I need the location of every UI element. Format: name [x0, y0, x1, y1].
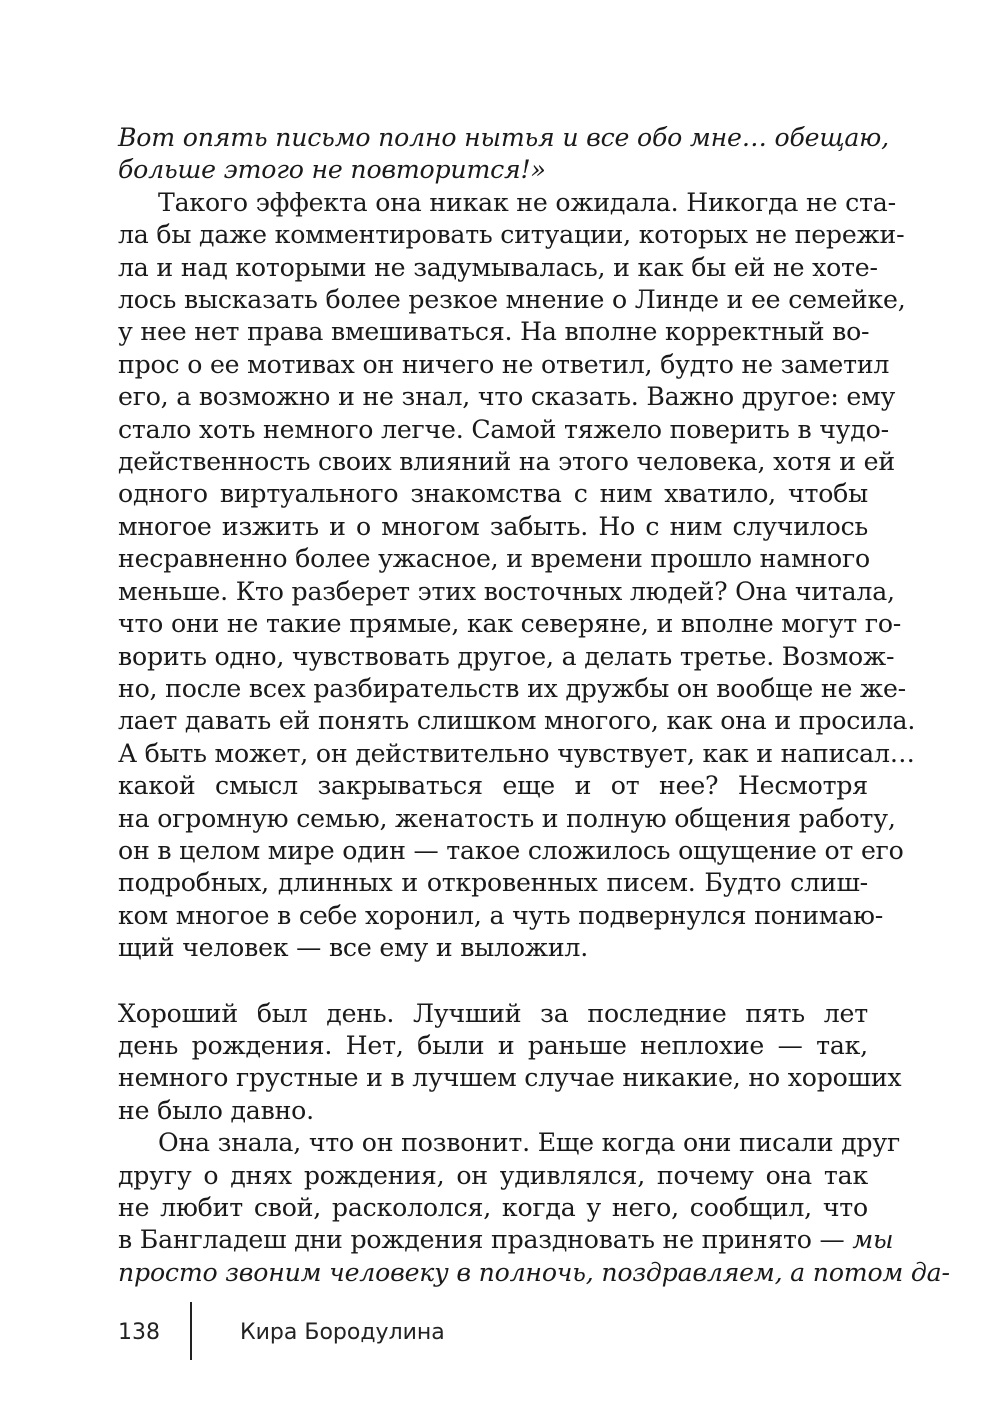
text-segment: ворить одно, чувствовать другое, а делать третье. Возмож-	[118, 641, 895, 671]
text-segment: другу о днях рождения, он удивлялся, почему она так	[118, 1160, 868, 1190]
text-line	[118, 932, 868, 964]
text-segment: действенность своих влияний на этого человека, хотя и ей	[118, 447, 895, 477]
text-segment: ком многое в себе хоронил, а чуть подвернулся понимаю-	[118, 900, 884, 930]
text-segment: одного виртуального знакомства с ним хватило, чтобы	[118, 479, 868, 509]
text-segment: Хороший был день. Лучший за последние пять лет	[118, 998, 868, 1028]
text-segment: прос о ее мотивах он ничего не ответил, будто не заметил	[118, 349, 890, 379]
text-line	[118, 511, 868, 543]
page-number: 138	[118, 1320, 160, 1345]
text-segment: но, после всех разбирательств их дружбы он вообще не же-	[118, 673, 906, 703]
text-line	[118, 316, 868, 348]
paragraph	[118, 187, 916, 965]
body-text	[118, 122, 950, 1289]
text-segment: у нее нет права вмешиваться. На вполне корректный во-	[118, 317, 870, 347]
text-segment: щий человек — все ему и выложил.	[118, 933, 589, 963]
text-segment: какой смысл закрываться еще и от нее? Несмотря	[118, 771, 868, 801]
text-line	[118, 446, 895, 478]
text-segment: ла бы даже комментировать ситуации, которых не пережи-	[118, 220, 905, 250]
paragraph	[118, 998, 902, 1128]
text-segment: меньше. Кто разберет этих восточных людей? Она читала,	[118, 576, 895, 606]
text-segment: день рождения. Нет, были и раньше неплохие — так,	[118, 1030, 868, 1060]
text-segment: подробных, длинных и откровенных писем. Будто слиш-	[118, 868, 868, 898]
text-segment: несравненно более ужасное, и времени прошло намного	[118, 544, 870, 574]
text-segment: не любит свой, раскололся, когда у него, сообщил, что	[118, 1193, 868, 1222]
text-line	[118, 349, 890, 381]
text-segment: лает давать ей понять слишком многого, как она и просила.	[118, 706, 916, 736]
text-line	[118, 900, 884, 932]
paragraph	[118, 1127, 950, 1289]
text-segment: ла и над которыми не задумывалась, и как бы ей не хоте-	[118, 252, 878, 282]
paragraph	[118, 122, 889, 187]
text-line	[118, 608, 902, 640]
text-line	[118, 154, 868, 186]
text-segment: не было давно.	[118, 1095, 314, 1125]
text-line	[118, 705, 916, 737]
text-line	[118, 252, 878, 284]
text-segment: стало хоть немного легче. Самой тяжело поверить в чудо-	[118, 414, 889, 444]
text-segment: что они не такие прямые, как северяне, и вполне могут го-	[118, 609, 902, 639]
text-line	[118, 414, 889, 446]
text-line	[118, 738, 915, 770]
text-line	[118, 543, 868, 575]
text-line	[118, 1257, 950, 1289]
text-segment: Она знала, что он позвонит. Еще когда они писали друг	[158, 1128, 900, 1158]
text-line	[118, 478, 868, 510]
text-segment: на огромную семью, женатость и полную общения работу,	[118, 803, 896, 833]
text-segment: лось высказать более резкое мнение о Линде и ее семейке,	[118, 285, 906, 315]
text-segment: А быть может, он действительно чувствует, как и написал…	[118, 738, 915, 768]
text-segment: больше этого не повторится!»	[118, 155, 546, 185]
footer-divider	[190, 1302, 192, 1360]
text-segment: Такого эффекта она никак не ожидала. Никогда не ста-	[158, 187, 896, 217]
text-line	[118, 187, 896, 219]
text-segment: его, а возможно и не знал, что сказать. Важно другое: ему	[118, 382, 896, 412]
text-line	[118, 1127, 900, 1159]
text-line	[118, 803, 896, 835]
text-line	[118, 219, 905, 251]
text-line	[118, 1030, 868, 1062]
text-line	[118, 381, 896, 413]
text-segment: многое изжить и о многом забыть. Но с ним случилось	[118, 511, 868, 541]
text-line	[118, 770, 868, 802]
text-line	[118, 122, 889, 154]
text-line	[118, 998, 868, 1030]
text-line	[118, 1160, 868, 1192]
text-line	[118, 835, 904, 867]
text-line	[118, 867, 868, 899]
text-segment: Вот опять письмо полно нытья и все обо мне… обещаю,	[118, 123, 889, 152]
text-line	[118, 641, 895, 673]
page-footer	[118, 1302, 518, 1360]
text-line	[118, 1095, 868, 1127]
text-line	[118, 1224, 894, 1256]
text-line	[118, 284, 906, 316]
text-line	[118, 1062, 902, 1094]
author-name: Кира Бородулина	[240, 1320, 445, 1345]
text-segment: мы	[852, 1225, 894, 1255]
section-break	[118, 965, 868, 998]
text-line	[118, 576, 895, 608]
text-segment: немного грустные и в лучшем случае никакие, но хороших	[118, 1063, 902, 1093]
text-line	[118, 1192, 868, 1224]
text-segment: в Бангладеш дни рождения праздновать не принято —	[118, 1225, 853, 1255]
text-line	[118, 673, 906, 705]
text-segment: он в целом мире один — такое сложилось ощущение от его	[118, 835, 904, 865]
text-segment: просто звоним человеку в полночь, поздравляем, а потом да-	[118, 1257, 950, 1287]
